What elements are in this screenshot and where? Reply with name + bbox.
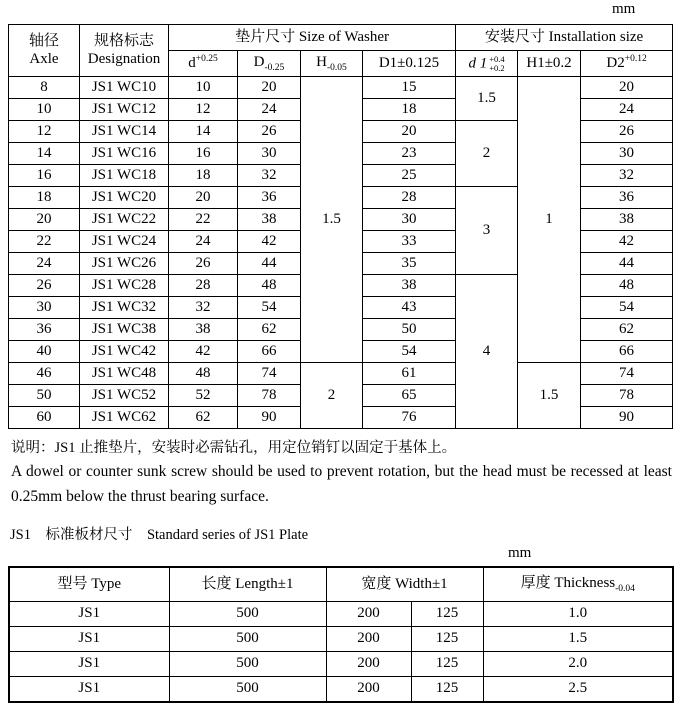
table-cell: 125 xyxy=(411,602,483,627)
col-header-H xyxy=(301,51,363,77)
table-cell: 38 xyxy=(169,319,238,341)
table-cell: 62 xyxy=(238,319,301,341)
table-cell: 1.5 xyxy=(456,77,518,121)
table-cell: 46 xyxy=(9,363,80,385)
table-cell: JS1 WC24 xyxy=(80,231,169,253)
table-cell: 1 xyxy=(518,77,581,363)
d1-base: d 1 xyxy=(468,54,488,71)
table-cell: 2.0 xyxy=(483,652,673,677)
table-cell: 125 xyxy=(411,652,483,677)
table-cell: JS1 WC20 xyxy=(80,187,169,209)
table-cell: JS1 WC42 xyxy=(80,341,169,363)
col-header-D1: D1±0.125 xyxy=(363,51,456,77)
table-cell: JS1 WC12 xyxy=(80,99,169,121)
table-cell: 52 xyxy=(169,385,238,407)
D2-tolerance: +0.12 xyxy=(624,54,647,65)
table-cell: 2 xyxy=(301,363,363,429)
table-cell: JS1 WC16 xyxy=(80,143,169,165)
table-cell: 30 xyxy=(363,209,456,231)
plate-col-thickness xyxy=(483,567,673,602)
table-cell: 14 xyxy=(169,121,238,143)
d-base: d xyxy=(188,55,196,72)
table-cell: 65 xyxy=(363,385,456,407)
table-cell: 22 xyxy=(9,231,80,253)
table-cell: JS1 WC18 xyxy=(80,165,169,187)
note-english: A dowel or counter sunk screw should be used to prevent rotation, but the head must be recessed at least 0.25mm below the thrust bearing surface. xyxy=(11,463,672,505)
table-cell: 62 xyxy=(581,319,673,341)
table-cell: 500 xyxy=(169,652,326,677)
table-cell: 90 xyxy=(238,407,301,429)
plate-col-length: 长度 Length±1 xyxy=(169,567,326,602)
table-cell: 33 xyxy=(363,231,456,253)
table-cell: 66 xyxy=(581,341,673,363)
col-header-axle xyxy=(9,25,80,77)
H-tolerance: -0.05 xyxy=(327,62,347,73)
col-header-designation-cn: 规格标志 xyxy=(93,33,154,50)
table-cell: 2 xyxy=(456,121,518,187)
table-cell: 26 xyxy=(581,121,673,143)
table-cell: 500 xyxy=(169,602,326,627)
d1-tolerance-bottom: +0.2 xyxy=(489,62,505,73)
table-cell: 54 xyxy=(363,341,456,363)
table-cell: 54 xyxy=(581,297,673,319)
table-cell: 200 xyxy=(326,652,411,677)
table-cell: JS1 WC32 xyxy=(80,297,169,319)
col-header-d xyxy=(169,51,238,77)
table-cell: 90 xyxy=(581,407,673,429)
table-cell: 22 xyxy=(169,209,238,231)
table-cell: 78 xyxy=(238,385,301,407)
table-cell: 74 xyxy=(581,363,673,385)
table-cell: JS1 WC14 xyxy=(80,121,169,143)
table-cell: 48 xyxy=(169,363,238,385)
table-cell: 38 xyxy=(363,275,456,297)
col-header-D xyxy=(238,51,301,77)
table-cell: JS1 WC28 xyxy=(80,275,169,297)
plate-col-width: 宽度 Width±1 xyxy=(326,567,483,602)
D-base: D xyxy=(253,53,265,70)
table-cell: 66 xyxy=(238,341,301,363)
D-tolerance: -0.25 xyxy=(264,62,285,73)
table-cell: 18 xyxy=(9,187,80,209)
H-base: H xyxy=(316,53,328,70)
table-cell: 36 xyxy=(581,187,673,209)
table-cell: 61 xyxy=(363,363,456,385)
d1-tolerance xyxy=(489,55,504,73)
table-cell: 500 xyxy=(169,677,326,703)
col-header-H1: H1±0.2 xyxy=(518,51,581,77)
table-cell: 200 xyxy=(326,602,411,627)
thickness-tolerance: -0.04 xyxy=(615,583,635,594)
table-cell: JS1 WC26 xyxy=(80,253,169,275)
table-cell: 24 xyxy=(169,231,238,253)
table-cell: JS1 xyxy=(9,602,169,627)
table-cell: 20 xyxy=(363,121,456,143)
D2-base: D2 xyxy=(606,55,625,72)
col-header-designation xyxy=(80,25,169,77)
col-header-d1 xyxy=(456,51,518,77)
table-cell: 44 xyxy=(581,253,673,275)
table-cell: JS1 WC48 xyxy=(80,363,169,385)
table-cell: 200 xyxy=(326,677,411,703)
table-cell: 74 xyxy=(238,363,301,385)
table-cell: 12 xyxy=(169,99,238,121)
table-cell: JS1 WC38 xyxy=(80,319,169,341)
table-cell: 32 xyxy=(581,165,673,187)
table-cell: 26 xyxy=(169,253,238,275)
table-cell: 36 xyxy=(9,319,80,341)
table-cell: JS1 xyxy=(9,677,169,703)
table-cell: 10 xyxy=(169,77,238,99)
table-cell: 44 xyxy=(238,253,301,275)
plate-section-title: JS1 标准板材尺寸 Standard series of JS1 Plate xyxy=(10,527,309,543)
table-cell: 62 xyxy=(169,407,238,429)
table-cell: JS1 WC62 xyxy=(80,407,169,429)
plate-header-row xyxy=(9,567,673,602)
table-cell: 30 xyxy=(9,297,80,319)
table-cell: 40 xyxy=(9,341,80,363)
table-cell: 43 xyxy=(363,297,456,319)
col-header-D2 xyxy=(581,51,673,77)
table-cell: 20 xyxy=(581,77,673,99)
table-cell: 23 xyxy=(363,143,456,165)
table-cell: 42 xyxy=(169,341,238,363)
note-chinese: 说明：JS1 止推垫片，安装时必需钻孔，用定位销钉以固定于基体上。 xyxy=(11,440,457,456)
table-cell: 24 xyxy=(238,99,301,121)
table-cell: 14 xyxy=(9,143,80,165)
table-cell: 26 xyxy=(9,275,80,297)
table-cell: 4 xyxy=(456,275,518,429)
table-cell: 76 xyxy=(363,407,456,429)
group-header-washer-size: 垫片尺寸 Size of Washer xyxy=(169,25,456,51)
table-row xyxy=(9,652,673,677)
table-cell: 26 xyxy=(238,121,301,143)
table-cell: 54 xyxy=(238,297,301,319)
table-cell: 25 xyxy=(363,165,456,187)
table-cell: 18 xyxy=(169,165,238,187)
table-cell: JS1 xyxy=(9,627,169,652)
table-cell: 42 xyxy=(581,231,673,253)
col-header-designation-en: Designation xyxy=(87,50,161,67)
table-row xyxy=(9,77,673,99)
table-cell: 12 xyxy=(9,121,80,143)
table-cell: 10 xyxy=(9,99,80,121)
table-cell: 30 xyxy=(581,143,673,165)
col-header-axle-cn: 轴径 xyxy=(28,33,59,50)
table-cell: 32 xyxy=(169,297,238,319)
table-cell: 16 xyxy=(169,143,238,165)
plate-size-table xyxy=(8,566,674,703)
table-cell: 38 xyxy=(581,209,673,231)
table-cell: 24 xyxy=(9,253,80,275)
table-row xyxy=(9,363,673,385)
table-cell: 1.5 xyxy=(301,77,363,363)
table-cell: 38 xyxy=(238,209,301,231)
table-cell: 28 xyxy=(169,275,238,297)
table-cell: 125 xyxy=(411,627,483,652)
unit-label-top: mm xyxy=(612,1,636,17)
table-row xyxy=(9,602,673,627)
table-cell: 30 xyxy=(238,143,301,165)
table-cell: 1.5 xyxy=(483,627,673,652)
table-cell: 500 xyxy=(169,627,326,652)
table-cell: 48 xyxy=(238,275,301,297)
table-cell: JS1 WC22 xyxy=(80,209,169,231)
col-header-axle-en: Axle xyxy=(29,50,59,67)
table-cell: 60 xyxy=(9,407,80,429)
table-cell: JS1 WC52 xyxy=(80,385,169,407)
table-cell: 8 xyxy=(9,77,80,99)
table-cell: JS1 WC10 xyxy=(80,77,169,99)
table-cell: 28 xyxy=(363,187,456,209)
plate-col-type: 型号 Type xyxy=(9,567,169,602)
table-cell: 35 xyxy=(363,253,456,275)
table-cell: 3 xyxy=(456,187,518,275)
table-cell: 200 xyxy=(326,627,411,652)
table-cell: JS1 xyxy=(9,652,169,677)
unit-label-plate: mm xyxy=(508,545,532,561)
table-cell: 2.5 xyxy=(483,677,673,703)
table-row xyxy=(9,677,673,703)
washer-size-table xyxy=(8,24,673,429)
table-cell: 48 xyxy=(581,275,673,297)
table-cell: 78 xyxy=(581,385,673,407)
table-cell: 50 xyxy=(363,319,456,341)
thickness-base: 厚度 Thickness xyxy=(520,574,616,591)
table-cell: 15 xyxy=(363,77,456,99)
table-cell: 20 xyxy=(9,209,80,231)
d1-tolerance-top: +0.4 xyxy=(489,53,505,64)
table-row xyxy=(9,627,673,652)
table-cell: 18 xyxy=(363,99,456,121)
table-cell: 50 xyxy=(9,385,80,407)
d-tolerance: +0.25 xyxy=(195,54,218,65)
table-cell: 42 xyxy=(238,231,301,253)
header-row-groups xyxy=(9,25,673,51)
table-cell: 36 xyxy=(238,187,301,209)
table-cell: 16 xyxy=(9,165,80,187)
table-cell: 20 xyxy=(238,77,301,99)
table-cell: 125 xyxy=(411,677,483,703)
table-cell: 32 xyxy=(238,165,301,187)
group-header-installation-size: 安装尺寸 Installation size xyxy=(456,25,673,51)
table-cell: 24 xyxy=(581,99,673,121)
table-cell: 1.0 xyxy=(483,602,673,627)
table-cell: 1.5 xyxy=(518,363,581,429)
table-cell: 20 xyxy=(169,187,238,209)
